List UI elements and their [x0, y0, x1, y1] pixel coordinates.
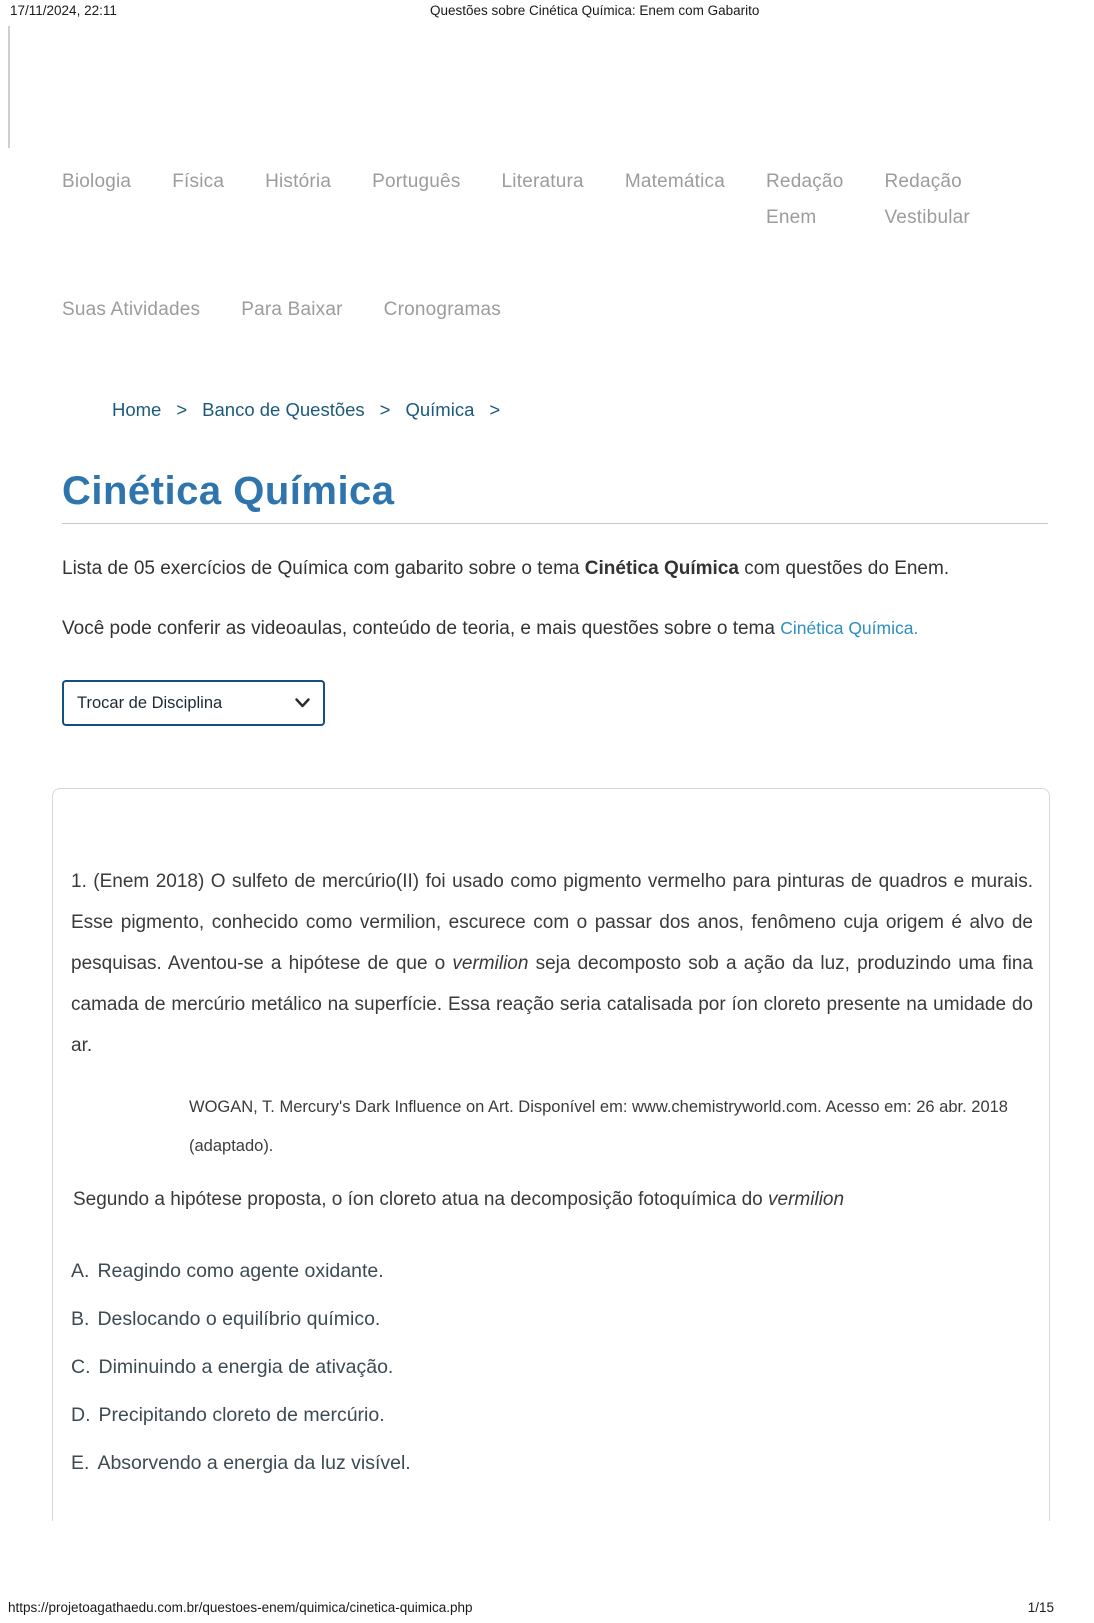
question-card	[52, 788, 1050, 1521]
options-list	[71, 1257, 1033, 1477]
discipline-select-label: Trocar de Disciplina	[77, 693, 223, 712]
nav-item-redacao-vestibular[interactable]	[884, 170, 969, 230]
option-e	[71, 1449, 1033, 1477]
option-e-text: Absorvendo a energia da luz visível.	[97, 1452, 411, 1474]
option-e-letter: E.	[71, 1452, 90, 1474]
print-header	[0, 0, 1094, 24]
option-a	[71, 1257, 1033, 1285]
left-edge-rule	[8, 26, 10, 148]
nav-item-suas-atividades[interactable]: Suas Atividades	[62, 299, 201, 320]
breadcrumb-banco-de-questoes[interactable]: Banco de Questões	[202, 399, 365, 420]
question-text-part1: 1. (Enem 2018) O sulfeto de mercúrio(II) foi usado como pigmento vermelho para pinturas de quadros e murais. Esse pigmento, conhecido como vermilion, escurece com o passar dos anos, fenômeno cuja origem é alvo de pesquisas. Aventou-se a hipótese de que o	[71, 871, 1033, 974]
option-a-letter: A.	[71, 1260, 90, 1282]
option-d-text: Precipitando cloreto de mercúrio.	[98, 1404, 385, 1426]
nav-item-literatura[interactable]: Literatura	[501, 171, 584, 192]
nav-item-redacao-vestibular-line2: Vestibular	[884, 207, 970, 228]
title-divider	[62, 523, 1048, 524]
breadcrumb-separator: >	[176, 399, 188, 420]
nav-item-historia[interactable]: História	[265, 171, 332, 192]
secondary-nav	[62, 298, 1048, 322]
primary-nav	[62, 170, 1048, 230]
nav-item-para-baixar[interactable]: Para Baixar	[241, 299, 343, 320]
option-a-text: Reagindo como agente oxidante.	[97, 1260, 384, 1282]
print-document-title: Questões sobre Cinética Química: Enem com Gabarito	[430, 3, 760, 18]
option-c-text: Diminuindo a energia de ativação.	[98, 1356, 394, 1378]
option-b-letter: B.	[71, 1308, 90, 1330]
option-b-text: Deslocando o equilíbrio químico.	[97, 1308, 381, 1330]
option-b	[71, 1305, 1033, 1333]
print-datetime: 17/11/2024, 22:11	[10, 3, 117, 18]
breadcrumb-quimica[interactable]: Química	[405, 399, 475, 420]
chevron-down-icon	[295, 694, 310, 713]
intro-text-highlight: Cinética Química	[584, 558, 739, 579]
nav-item-redacao-enem-line1: Redação	[766, 171, 844, 192]
breadcrumb-home[interactable]: Home	[112, 399, 162, 420]
nav-item-matematica[interactable]: Matemática	[624, 171, 726, 192]
discipline-select[interactable]	[62, 680, 325, 726]
question-citation: WOGAN, T. Mercury's Dark Influence on Art. Disponível em: www.chemistryworld.com. Acesso em: 26 abr. 2018 (adaptado).	[189, 1098, 1008, 1155]
videoaulas-text: Você pode conferir as videoaulas, conteúdo de teoria, e mais questões sobre o tema	[62, 618, 781, 639]
question-prompt-italic: vermilion	[768, 1189, 845, 1210]
breadcrumb	[62, 398, 1048, 422]
nav-item-cronogramas[interactable]: Cronogramas	[383, 299, 501, 320]
print-footer	[0, 1598, 1094, 1623]
videoaulas-paragraph	[62, 613, 1022, 644]
question-prompt-text: Segundo a hipótese proposta, o íon cloreto atua na decomposição fotoquímica do	[73, 1189, 769, 1210]
print-page-number: 1/15	[1027, 1600, 1054, 1615]
page-title: Cinética Química	[62, 469, 395, 513]
cinetica-quimica-link[interactable]: Cinética Química.	[780, 618, 919, 638]
intro-text-before: Lista de 05 exercícios de Química com gabarito sobre o tema	[62, 558, 585, 579]
nav-item-portugues[interactable]: Português	[372, 171, 461, 192]
print-url: https://projetoagathaedu.com.br/questoes-enem/quimica/cinetica-quimica.php	[8, 1600, 473, 1615]
nav-item-redacao-vestibular-line1: Redação	[884, 171, 962, 192]
breadcrumb-separator: >	[489, 399, 501, 420]
intro-text-after: com questões do Enem.	[738, 558, 950, 579]
option-c-letter: C.	[71, 1356, 91, 1378]
nav-item-fisica[interactable]: Física	[172, 171, 225, 192]
intro-paragraph	[62, 553, 1022, 584]
question-text-italic: vermilion	[452, 953, 529, 974]
nav-item-redacao-enem[interactable]	[766, 170, 843, 230]
nav-item-biologia[interactable]: Biologia	[62, 171, 132, 192]
option-c	[71, 1353, 1033, 1381]
breadcrumb-separator: >	[379, 399, 391, 420]
question-text	[71, 861, 1033, 1066]
option-d-letter: D.	[71, 1404, 91, 1426]
option-d	[71, 1401, 1033, 1429]
nav-item-redacao-enem-line2: Enem	[766, 207, 817, 228]
question-prompt	[73, 1186, 1033, 1214]
question-text-part2: seja decomposto sob a ação da luz, produzindo uma fina camada de mercúrio metálico na superfície. Essa reação seria catalisada por íon cloreto presente na umidade do ar.	[71, 953, 1033, 1056]
